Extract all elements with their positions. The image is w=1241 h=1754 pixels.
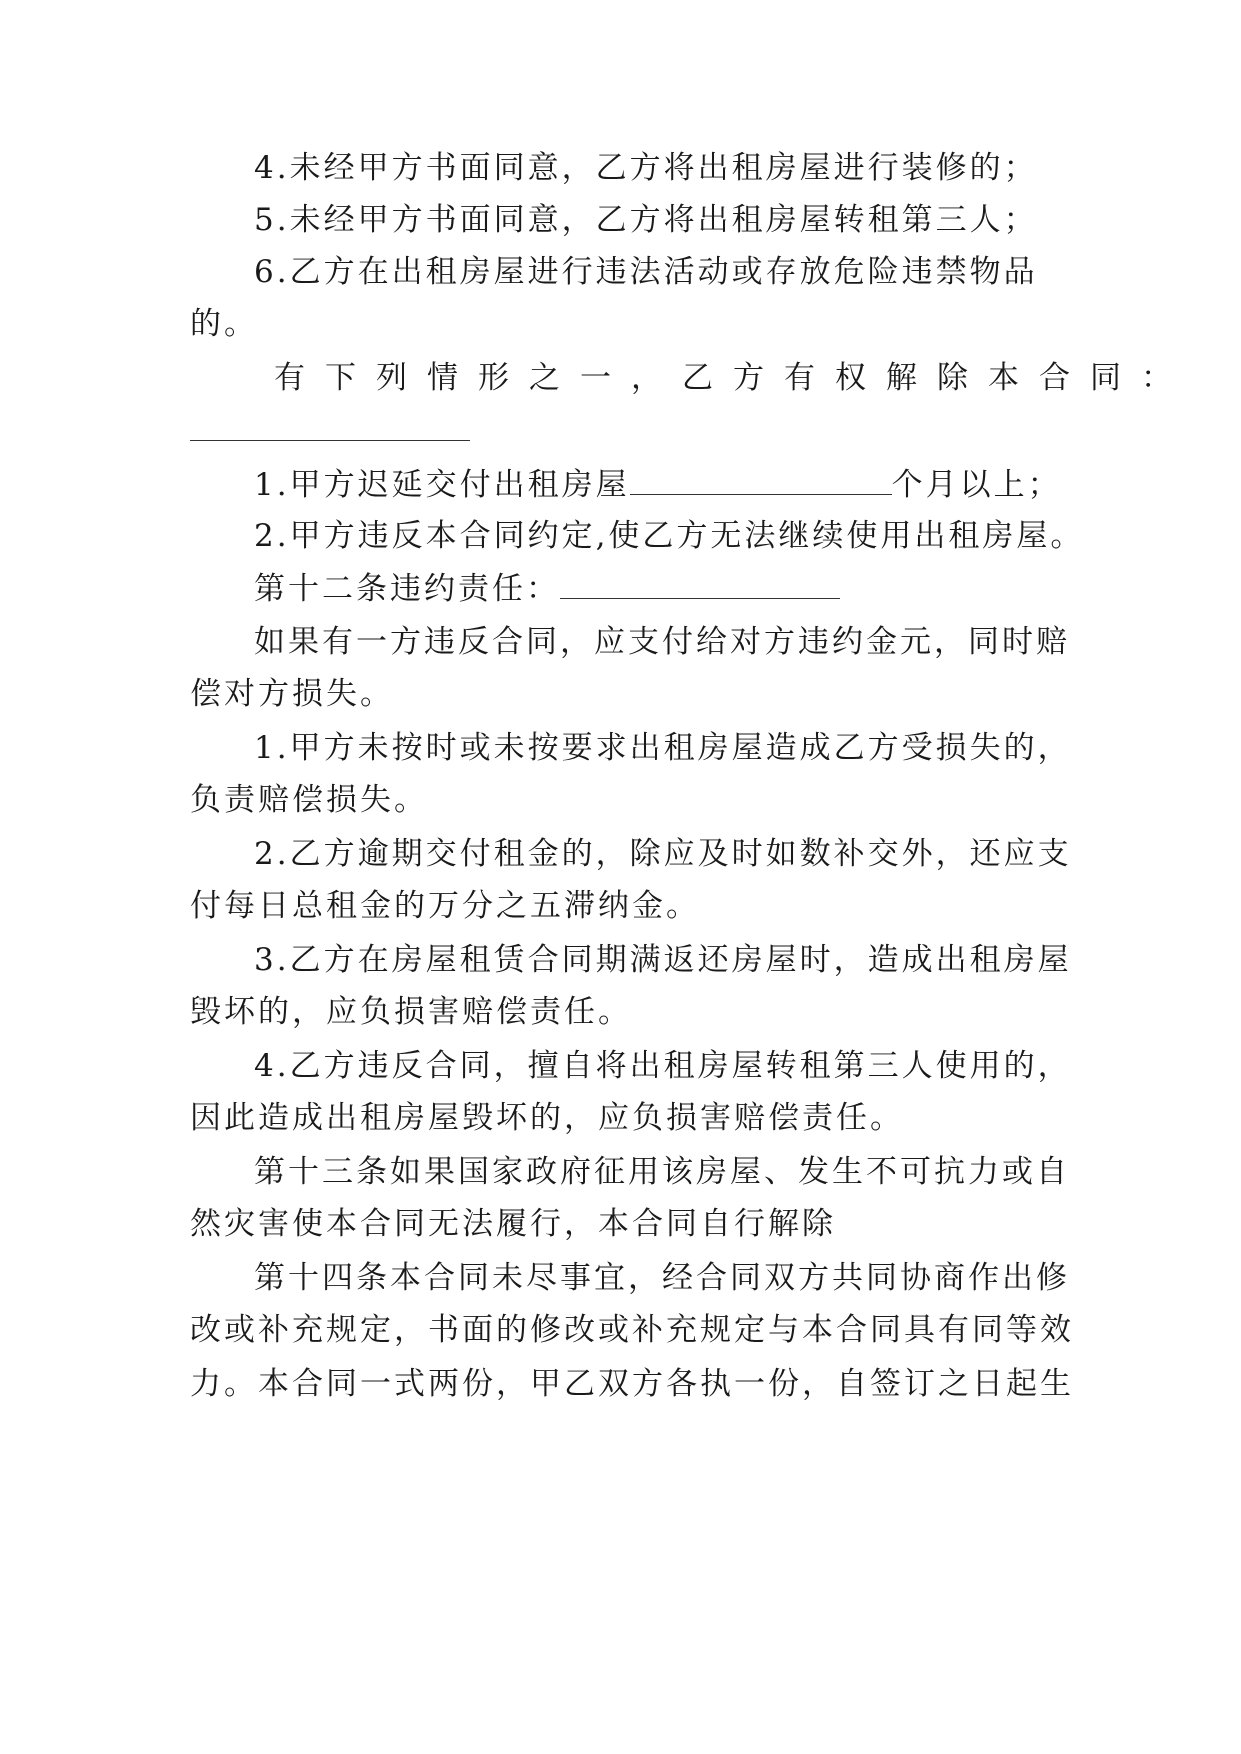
clause-line-12 <box>190 886 1070 926</box>
clause-line-20 <box>190 1310 1074 1350</box>
clause-line-21 <box>190 1364 1074 1404</box>
clause-text: 有下列情形之一，乙方有权解除本合同： <box>274 360 1192 396</box>
clause-text: 然灾害使本合同无法履行，本合同自行解除 <box>190 1206 836 1242</box>
clause-line-10 <box>190 780 1070 820</box>
clause-text: 力。本合同一式两份，甲乙双方各执一份，自签订之日起生 <box>190 1366 1074 1402</box>
clause-line-18 <box>190 1204 1070 1244</box>
section-heading-termination <box>274 358 1192 398</box>
clause-text: 3.乙方在房屋租赁合同期满返还房屋时，造成出租房屋 <box>254 942 1072 978</box>
clause-line-17 <box>254 1152 1134 1192</box>
clause-line-6 <box>254 516 1134 556</box>
clause-text: 5.未经甲方书面同意，乙方将出租房屋转租第三人； <box>254 202 1038 238</box>
clause-text: 的。 <box>190 306 258 342</box>
fill-in-blank <box>630 464 892 495</box>
clause-text: 负责赔偿损失。 <box>190 782 428 818</box>
clause-text: 4.未经甲方书面同意，乙方将出租房屋进行装修的； <box>254 150 1038 186</box>
clause-text: 第十四条本合同未尽事宜，经合同双方共同协商作出修 <box>254 1260 1070 1296</box>
clause-line-7 <box>254 622 1134 662</box>
clause-line-5 <box>254 464 1134 505</box>
clause-text: 毁坏的，应负损害赔偿责任。 <box>190 994 632 1030</box>
clause-text: 如果有一方违反合同，应支付给对方违约金元，同时赔 <box>254 624 1070 660</box>
clause-line-3 <box>254 252 1134 292</box>
clause-line-8 <box>190 674 1070 714</box>
clause-line-19 <box>254 1258 1134 1298</box>
clause-text: 因此造成出租房屋毁坏的，应负损害赔偿责任。 <box>190 1100 904 1136</box>
clause-text: 2.乙方逾期交付租金的，除应及时如数补交外，还应支 <box>254 836 1072 872</box>
clause-line-13 <box>254 940 1134 980</box>
clause-text: 第十三条如果国家政府征用该房屋、发生不可抗力或自 <box>254 1154 1070 1190</box>
clause-text: 4.乙方违反合同，擅自将出租房屋转租第三人使用的， <box>254 1048 1072 1084</box>
clause-line-16 <box>190 1098 1070 1138</box>
clause-text: 个月以上； <box>891 467 1062 503</box>
clause-line-1 <box>254 148 1134 188</box>
clause-text: 偿对方损失。 <box>190 676 394 712</box>
clause-text: 改或补充规定，书面的修改或补充规定与本合同具有同等效 <box>190 1312 1074 1348</box>
clause-line-15 <box>254 1046 1134 1086</box>
clause-text: 6.乙方在出租房屋进行违法活动或存放危险违禁物品 <box>254 254 1038 290</box>
clause-text: 付每日总租金的万分之五滞纳金。 <box>190 888 700 924</box>
clause-text: 2.甲方违反本合同约定,使乙方无法继续使用出租房屋。 <box>254 518 1085 554</box>
clause-text: 1.甲方未按时或未按要求出租房屋造成乙方受损失的， <box>254 730 1072 766</box>
clause-line-2 <box>254 200 1134 240</box>
section-heading-liability <box>254 568 1134 609</box>
fill-in-blank <box>560 568 840 599</box>
clause-line-9 <box>254 728 1134 768</box>
clause-line-14 <box>190 992 1070 1032</box>
fill-in-blank <box>190 410 470 441</box>
clause-text: 第十二条违约责任： <box>254 571 560 607</box>
clause-text: 1.甲方迟延交付出租房屋 <box>254 467 630 503</box>
clause-line-4 <box>190 304 1070 344</box>
blank-line-termination <box>190 410 1070 451</box>
clause-line-11 <box>254 834 1134 874</box>
